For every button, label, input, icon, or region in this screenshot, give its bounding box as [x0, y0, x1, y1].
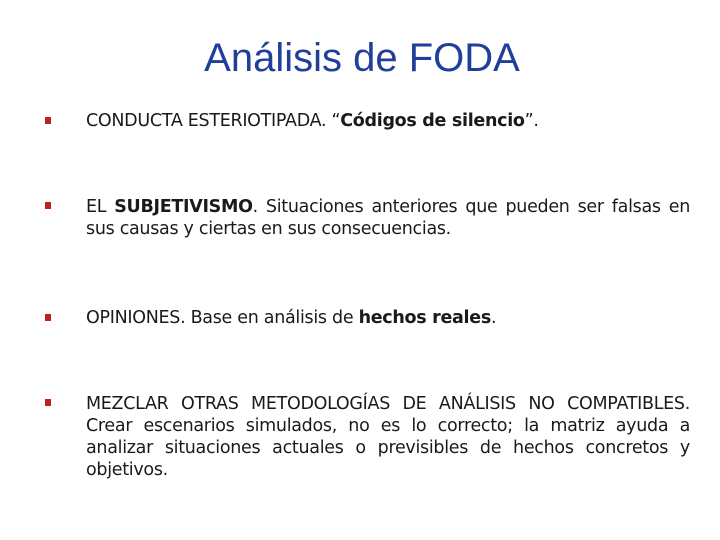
bullet-item	[86, 393, 690, 481]
slide-title: Análisis de FODA	[204, 36, 520, 80]
bullet-text-part: CONDUCTA ESTERIOTIPADA. “	[86, 111, 341, 131]
bullet-item	[86, 307, 690, 329]
square-bullet-icon	[45, 314, 51, 321]
bullet-text-part: ”.	[524, 111, 539, 131]
bullet-text-part: OPINIONES. Base en análisis de	[86, 308, 359, 328]
bullet-item	[86, 196, 690, 240]
bullet-text-part: . Situaciones anteriores que pueden ser falsas en sus causas y ciertas en sus consecuencias.	[86, 197, 690, 239]
bullet-text-part: EL	[86, 197, 115, 217]
square-bullet-icon	[45, 202, 51, 209]
square-bullet-icon	[45, 399, 51, 406]
bullet-text-bold: SUBJETIVISMO	[114, 197, 253, 217]
bullet-text-part: .	[490, 308, 497, 328]
bullet-text-bold: hechos reales	[358, 308, 491, 328]
bullet-item	[86, 110, 690, 132]
bullet-text-bold: Códigos de silencio	[340, 111, 525, 131]
square-bullet-icon	[45, 117, 51, 124]
bullet-text-part: MEZCLAR OTRAS METODOLOGÍAS DE ANÁLISIS NO COMPATIBLES. Crear escenarios simulados, no es lo correcto; la matriz ayuda a analizar situaciones actuales o previsibles de hechos concretos y objetivos.	[86, 394, 690, 480]
